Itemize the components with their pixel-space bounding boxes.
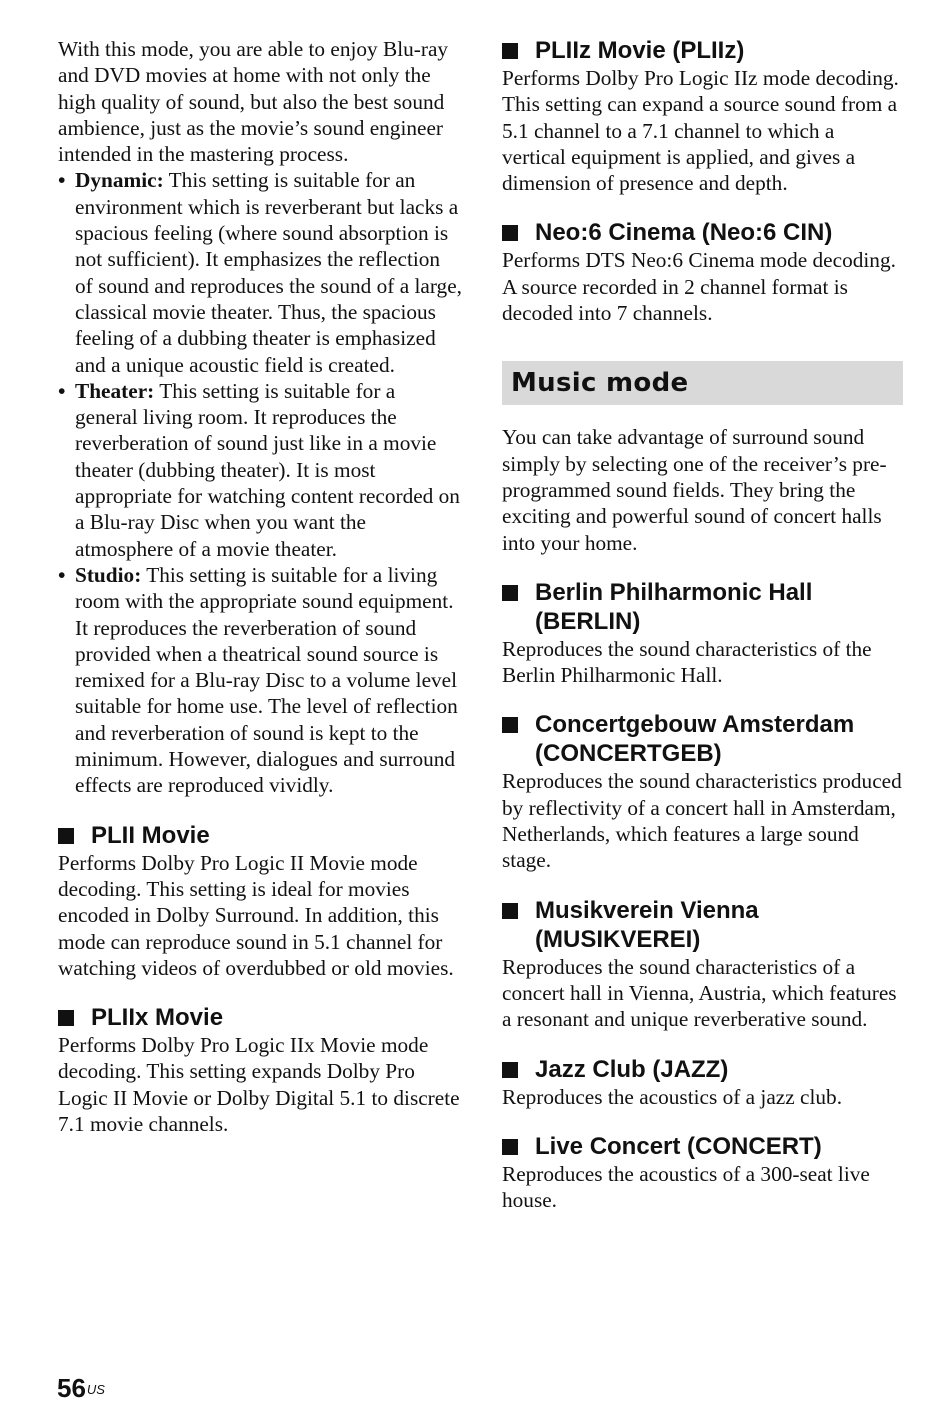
square-bullet-icon [502,717,518,733]
section-body: Reproduces the sound characteristics produced by reflectivity of a concert hall in Amsterdam, Netherlands, which features a large sound stage. [502,769,902,873]
list-item [58,167,462,377]
section-heading [502,896,903,954]
bullet-icon: • [58,168,66,193]
list-item [58,378,462,562]
bullet-text: This setting is suitable for a general living room. It reproduces the reverberation of sound just like in a movie theater (dubbing theater). It is most appropriate for watching content recorded on a Blu-ray Disc when you want the atmosphere of a movie theater. [75,378,460,561]
section-heading [58,1003,462,1032]
bullet-text: This setting is suitable for a living room with the appropriate sound equipment. It reproduces the reverberation of sound provided when a theatrical sound source is remixed for a Blu-ray Disc to a volume level suitable for home use. The level of reflection and reverberation of sound is kept to the minimum. However, dialogues and surround effects are reproduced vividly. [75,562,458,798]
list-item [58,562,462,799]
bullet-term: Theater: [75,378,155,403]
square-bullet-icon [502,225,518,241]
section-heading [58,821,462,850]
square-bullet-icon [502,43,518,59]
section-body: Reproduces the acoustics of a jazz club. [502,1084,843,1109]
music-mode-title: Music mode [511,368,689,399]
movie-mode-intro: With this mode, you are able to enjoy Blu-ray and DVD movies at home with not only the high quality of sound, but also the best sound ambience, just as the movie’s sound engineer intended in the mastering process. [58,37,449,167]
square-bullet-icon [502,903,518,919]
left-column [58,36,462,1137]
section-heading [502,36,903,65]
square-bullet-icon [502,1062,518,1078]
section-title: PLIIx Movie [91,1004,224,1032]
bullet-text: This setting is suitable for an environment which is reverberant but lacks a spacious feeling (where sound absorption is not sufficient). It emphasizes the reflection of sound and reproduces the sound of a large, classical movie theater. Thus, the spacious feeling of a dubbing theater is emphasized and a unique acoustic field is created. [75,168,462,377]
section-title: PLII Movie [91,821,210,849]
page-number-value: 56 [57,1373,86,1403]
section-body: Reproduces the sound characteristics of a concert hall in Vienna, Austria, which features a resonant and unique reverberative sound. [502,954,897,1032]
square-bullet-icon [58,1010,74,1026]
movie-effect-list [58,167,462,798]
section-title: PLIIz Movie (PLIIz) [535,37,745,64]
region-code: US [86,1382,105,1397]
section-heading [502,1132,903,1161]
section-title: Berlin Philharmonic Hall (BERLIN) [535,578,813,635]
section-title: Neo:6 Cinema (Neo:6 CIN) [535,219,833,247]
section-body: Performs Dolby Pro Logic IIz mode decoding. This setting can expand a source sound from a 5.1 channel to a 7.1 channel to which a vertical equipment is applied, and gives a dimension of presence and depth. [502,66,899,196]
square-bullet-icon [502,585,518,601]
section-body: Performs Dolby Pro Logic IIx Movie mode decoding. This setting expands Dolby Pro Logic II Movie or Dolby Digital 5.1 to discrete 7.1 movie channels. [58,1033,460,1136]
section-title: Concertgebouw Amsterdam (CONCERTGEB) [535,711,855,768]
section-heading [502,218,903,247]
section-body: Reproduces the acoustics of a 300-seat live house. [502,1161,870,1213]
page-number [57,1373,105,1403]
section-heading [502,1055,903,1084]
section-title: Live Concert (CONCERT) [535,1132,822,1160]
section-body: Performs DTS Neo:6 Cinema mode decoding. A source recorded in 2 channel format is decoded into 7 channels. [502,248,896,326]
section-heading [502,710,903,768]
right-column [502,36,903,1213]
section-body: Reproduces the sound characteristics of the Berlin Philharmonic Hall. [502,636,872,688]
section-title: Jazz Club (JAZZ) [535,1055,729,1083]
bullet-term: Studio: [75,562,142,587]
bullet-term: Dynamic: [75,168,164,193]
music-mode-intro: You can take advantage of surround sound simply by selecting one of the receiver’s pre-programmed sound fields. They bring the exciting and powerful sound of concert halls into your home. [502,425,887,555]
section-body: Performs Dolby Pro Logic II Movie mode decoding. This setting is ideal for movies encoded in Dolby Surround. In addition, this mode can reproduce sound in 5.1 channel for watching videos of overdubbed or old movies. [58,850,454,980]
music-mode-banner [502,361,903,405]
section-heading [502,578,903,636]
section-title: Musikverein Vienna (MUSIKVEREI) [535,896,759,953]
square-bullet-icon [502,1139,518,1155]
square-bullet-icon [58,828,74,844]
bullet-icon: • [58,378,66,403]
bullet-icon: • [58,562,66,587]
